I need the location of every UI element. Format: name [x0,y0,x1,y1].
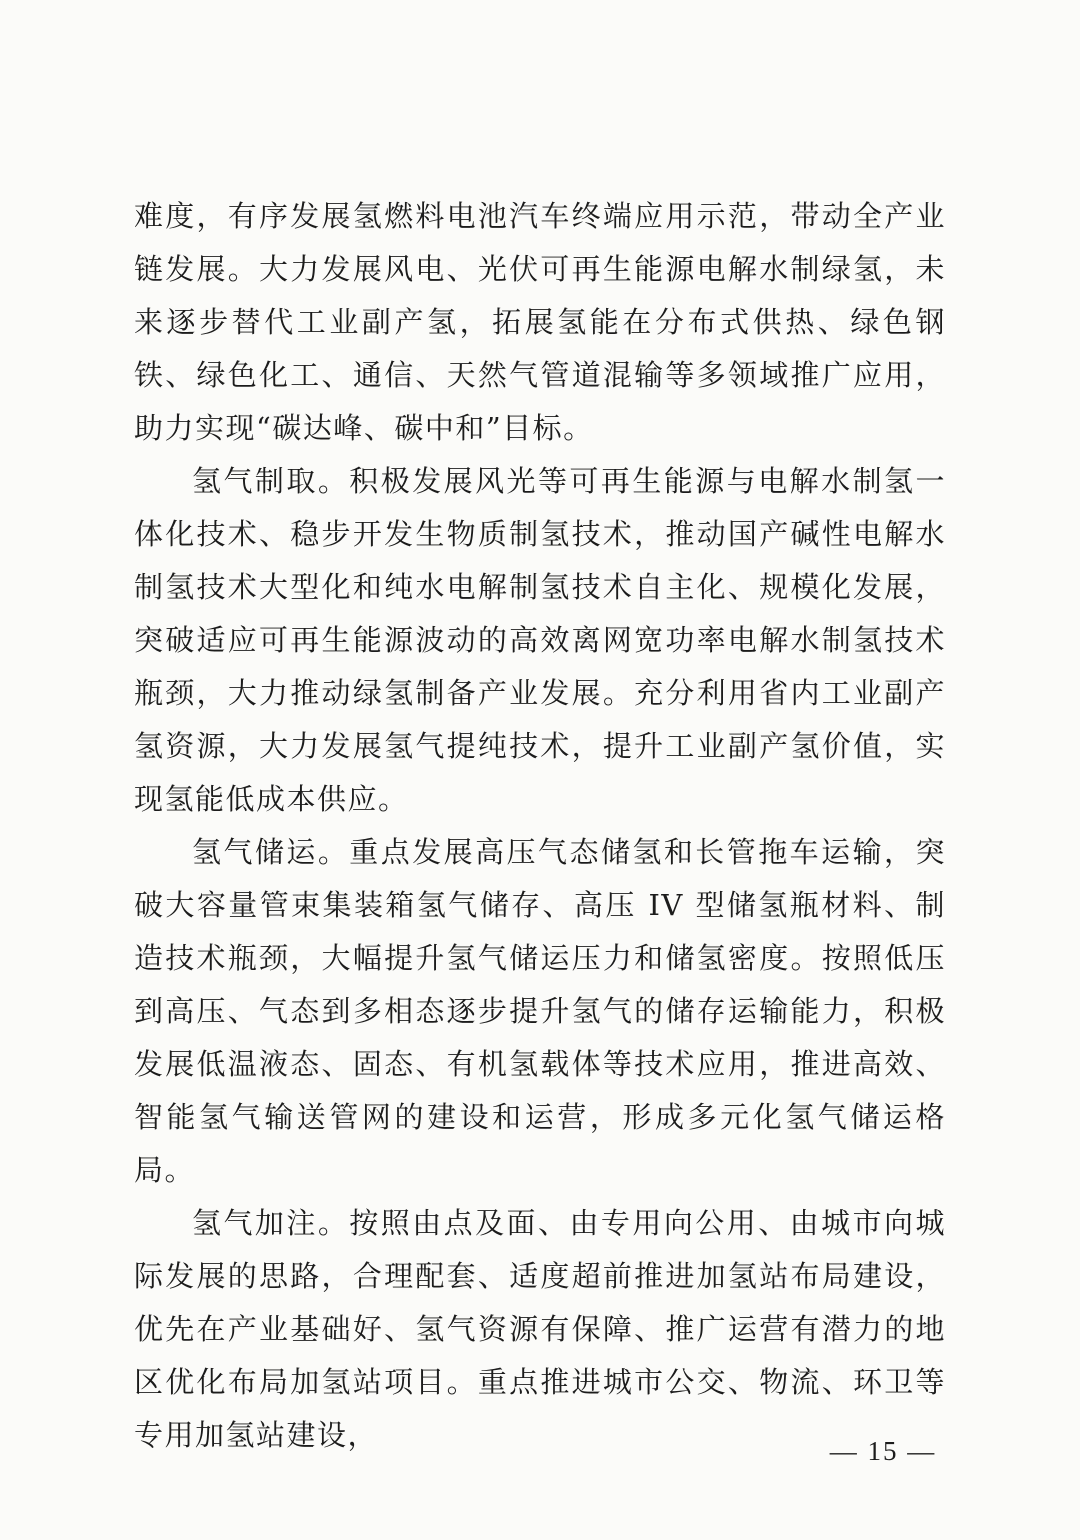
paragraph-continuation: 难度，有序发展氢燃料电池汽车终端应用示范，带动全产业链发展。大力发展风电、光伏可再生能源电解水制绿氢，未来逐步替代工业副产氢，拓展氢能在分布式供热、绿色钢铁、绿色化工、通信、天然气管道混输等多领域推广应用，助力实现“碳达峰、碳中和”目标。 [134,199,946,445]
document-body [134,190,946,1462]
page-number: — 15 — [829,1436,937,1466]
paragraph-hydrogen-production: 氢气制取。积极发展风光等可再生能源与电解水制氢一体化技术、稳步开发生物质制氢技术，推动国产碱性电解水制氢技术大型化和纯水电解制氢技术自主化、规模化发展，突破适应可再生能源波动的高效离网宽功率电解水制氢技术瓶颈，大力推动绿氢制备产业发展。充分利用省内工业副产氢资源，大力发展氢气提纯技术，提升工业副产氢价值，实现氢能低成本供应。 [134,464,946,816]
paragraph-hydrogen-refueling: 氢气加注。按照由点及面、由专用向公用、由城市向城际发展的思路，合理配套、适度超前推进加氢站布局建设，优先在产业基础好、氢气资源有保障、推广运营有潜力的地区优化布局加氢站项目。重点推进城市公交、物流、环卫等专用加氢站建设， [134,1206,946,1452]
paragraph-hydrogen-storage-transport: 氢气储运。重点发展高压气态储氢和长管拖车运输，突破大容量管束集装箱氢气储存、高压 IV 型储氢瓶材料、制造技术瓶颈，大幅提升氢气储运压力和储氢密度。按照低压到高压、气态到多相态逐步提升氢气的储存运输能力，积极发展低温液态、固态、有机氢载体等技术应用，推进高效、智能氢气输送管网的建设和运营，形成多元化氢气储运格局。 [134,835,946,1187]
